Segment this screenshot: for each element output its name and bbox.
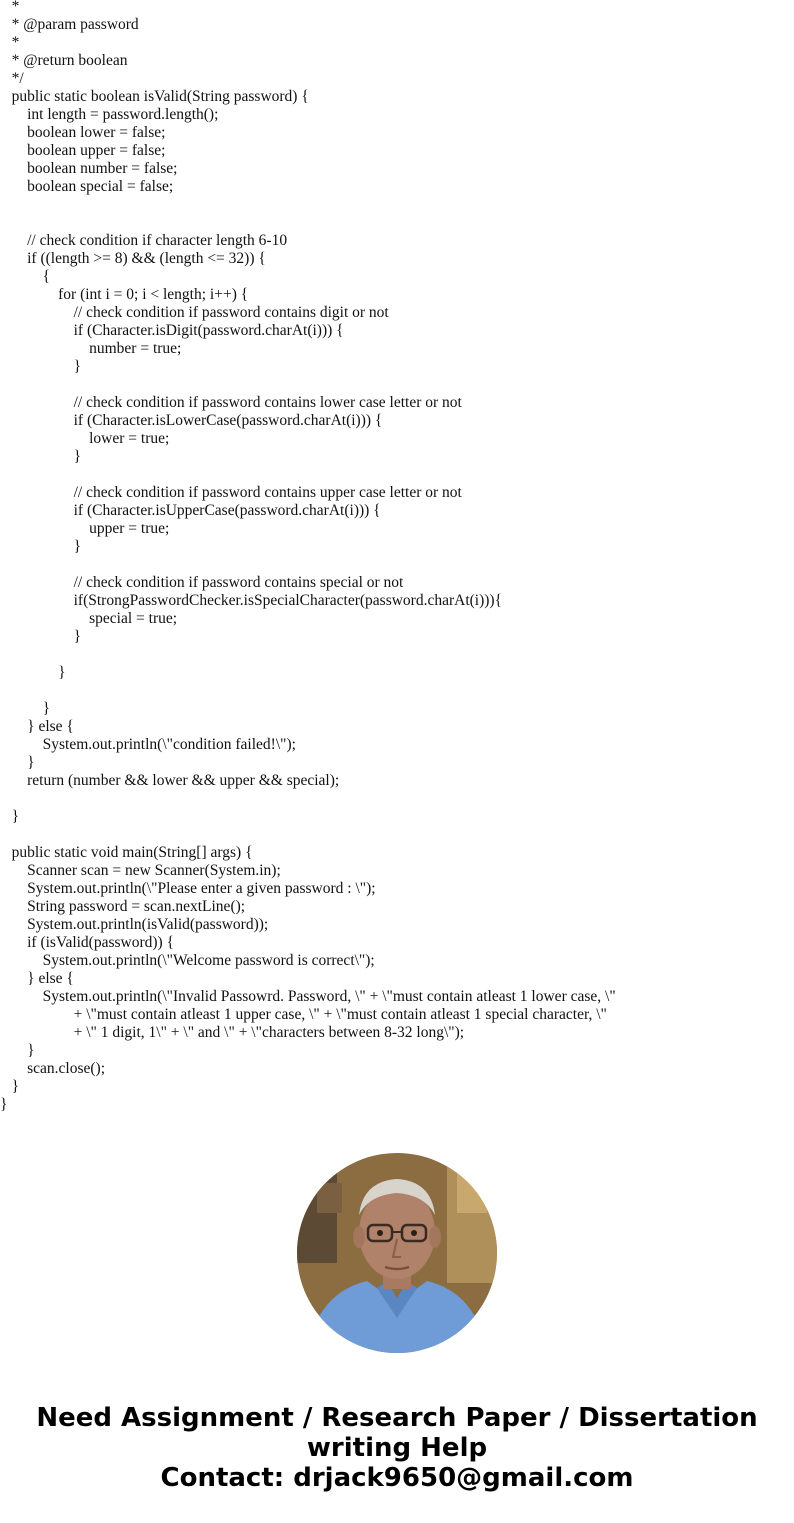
code-line: if (Character.isUpperCase(password.charAt(i))) { [0, 502, 381, 519]
code-line: System.out.println(\"condition failed!\"); [0, 736, 296, 753]
code-line: + \" 1 digit, 1\" + \" and \" + \"characters between 8-32 long\"); [0, 1024, 465, 1041]
code-line: * [0, 0, 20, 15]
promo-subheadline: writing Help [306, 1433, 488, 1463]
code-line [0, 214, 794, 232]
code-line: // check condition if password contains special or not [0, 574, 404, 591]
code-line: if(StrongPasswordChecker.isSpecialCharacter(password.charAt(i))){ [0, 592, 503, 609]
code-line: * @param password [0, 16, 139, 33]
code-line [0, 790, 794, 808]
code-line: // check condition if password contains lower case letter or not [0, 394, 462, 411]
code-line: } [0, 664, 66, 681]
code-line: } [0, 358, 82, 375]
code-line: } else { [0, 718, 74, 735]
code-line: if (Character.isDigit(password.charAt(i))) { [0, 322, 344, 339]
code-line: boolean upper = false; [0, 142, 166, 159]
code-line: // check condition if character length 6-10 [0, 232, 288, 249]
code-line: return (number && lower && upper && special); [0, 772, 340, 789]
code-line [0, 682, 794, 700]
code-line: Scanner scan = new Scanner(System.in); [0, 862, 281, 879]
code-line: System.out.println(\"Invalid Passowrd. Password, \" + \"must contain atleast 1 lower case, \" [0, 988, 616, 1005]
code-line [0, 646, 794, 664]
code-line: if ((length >= 8) && (length <= 32)) { [0, 250, 266, 267]
code-line: for (int i = 0; i < length; i++) { [0, 286, 249, 303]
code-line: System.out.println(isValid(password)); [0, 916, 269, 933]
code-line: String password = scan.nextLine(); [0, 898, 246, 915]
code-line: number = true; [0, 340, 182, 357]
person-photo-icon [297, 1153, 497, 1353]
code-line [0, 826, 794, 844]
code-line: public static void main(String[] args) { [0, 844, 253, 861]
contact-email: Contact: drjack9650@gmail.com [160, 1463, 634, 1493]
promo-headline: Need Assignment / Research Paper / Dissertation [36, 1403, 758, 1433]
code-line: } [0, 754, 35, 771]
code-line: { [0, 268, 51, 285]
code-line: upper = true; [0, 520, 170, 537]
code-line: } [0, 538, 82, 555]
code-line: } [0, 1042, 35, 1059]
code-line [0, 466, 794, 484]
code-line: } [0, 808, 20, 825]
code-line: * @return boolean [0, 52, 128, 69]
promo-banner [0, 1403, 794, 1493]
code-line [0, 376, 794, 394]
code-line: if (isValid(password)) { [0, 934, 175, 951]
author-avatar [297, 1153, 497, 1353]
code-line: } [0, 700, 51, 717]
code-line: int length = password.length(); [0, 106, 219, 123]
code-line: lower = true; [0, 430, 170, 447]
code-line: */ [0, 70, 24, 87]
code-line: * [0, 34, 20, 51]
code-line: System.out.println(\"Please enter a given password : \"); [0, 880, 376, 897]
code-line: boolean special = false; [0, 178, 174, 195]
code-line: scan.close(); [0, 1060, 106, 1077]
code-line: special = true; [0, 610, 178, 627]
code-line: } [0, 1078, 20, 1095]
code-line: } [0, 1096, 8, 1113]
code-line: + \"must contain atleast 1 upper case, \" + \"must contain atleast 1 special character, \" [0, 1006, 607, 1023]
code-line: public static boolean isValid(String password) { [0, 88, 309, 105]
code-line: boolean number = false; [0, 160, 178, 177]
code-line: if (Character.isLowerCase(password.charAt(i))) { [0, 412, 383, 429]
code-line: System.out.println(\"Welcome password is correct\"); [0, 952, 375, 969]
code-line: boolean lower = false; [0, 124, 166, 141]
code-line: // check condition if password contains digit or not [0, 304, 389, 321]
code-line: } else { [0, 970, 74, 987]
code-line: // check condition if password contains upper case letter or not [0, 484, 462, 501]
code-line: } [0, 628, 82, 645]
code-line: } [0, 448, 82, 465]
code-line [0, 556, 794, 574]
code-line [0, 196, 794, 214]
